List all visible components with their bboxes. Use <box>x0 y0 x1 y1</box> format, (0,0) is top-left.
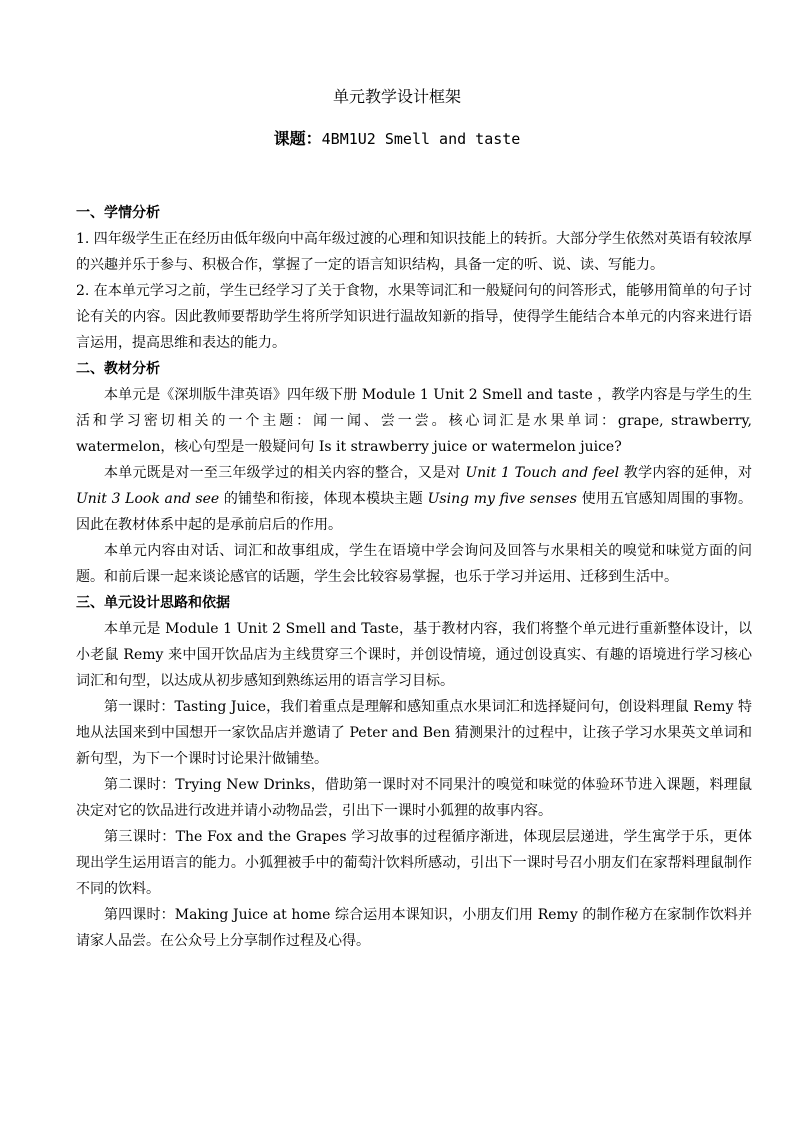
section-1-paragraph-2: 2. 在本单元学习之前，学生已经学习了关于食物，水果等词汇和一般疑问句的问答形式，能够用简单的句子讨论有关的内容。因此教师要帮助学生将所学知识进行温故知新的指导，使得学生能结合本单元的内容来进行语言运用，提高思维和表达的能力。 <box>76 283 752 351</box>
section-3-paragraph-5: 第四课时：Making Juice at home 综合运用本课知识，小朋友们用 Remy 的制作秘方在家制作饮料并请家人品尝。在公众号上分享制作过程及心得。 <box>76 907 752 949</box>
p2-unit1-title: Unit 1 Touch and feel <box>465 465 620 481</box>
section-heading-2: 二、教材分析 <box>76 361 160 377</box>
document-title: 单元教学设计框架 <box>332 87 461 106</box>
p2-text-a: 本单元既是对一至三年级学过的相关内容的整合，又是对 <box>104 465 466 481</box>
section-heading-1: 一、学情分析 <box>76 205 160 221</box>
section-heading-3: 三、单元设计思路和依据 <box>76 595 230 611</box>
section-2-paragraph-3: 本单元内容由对话、词汇和故事组成，学生在语境中学会询问及回答与水果相关的嗅觉和味觉方面的问题。和前后课一起来谈论感官的话题，学生会比较容易掌握，也乐于学习并运用、迁移到生活中。 <box>76 543 752 585</box>
document-body <box>76 200 752 954</box>
p2-text-e: 的铺垫和衔接，体现本模块主题 <box>219 491 428 507</box>
p2-text-c: 教学内容的延伸，对 <box>619 465 752 481</box>
subtitle-topic: 4BM1U2 Smell and taste <box>321 130 521 148</box>
p2-unit3-title: Unit 3 Look and see <box>76 491 220 507</box>
document-subtitle <box>0 128 794 150</box>
p2-module-theme: Using my five senses <box>427 491 577 507</box>
p2-text-g: 使用五官感知周围的事物。因此在教材体系中起的是承前启后的作用。 <box>76 491 752 533</box>
section-3-paragraph-4: 第三课时：The Fox and the Grapes 学习故事的过程循序渐进，体现层层递进，学生寓学于乐，更体现出学生运用语言的能力。小狐狸被手中的葡萄汁饮料所感动，引出下一课时号召小朋友们在家帮料理鼠制作不同的饮料。 <box>76 829 752 897</box>
section-2-paragraph-1: 本单元是《深圳版牛津英语》四年级下册 Module 1 Unit 2 Smell and taste ，教学内容是与学生的生活和学习密切相关的一个主题：闻一闻、尝一尝。核心词汇是水果单词：grape, strawberry, watermelon，核心句型是一般疑问句 Is it strawberry juice or watermelon juice? <box>76 387 752 455</box>
section-2-paragraph-2 <box>76 460 752 538</box>
subtitle-label: 课题： <box>273 129 322 148</box>
section-1-paragraph-1: 1. 四年级学生正在经历由低年级向中高年级过渡的心理和知识技能上的转折。大部分学生依然对英语有较浓厚的兴趣并乐于参与、积极合作，掌握了一定的语言知识结构，具备一定的听、说、读、写能力。 <box>76 231 752 273</box>
section-3-paragraph-2: 第一课时：Tasting Juice，我们着重点是理解和感知重点水果词汇和选择疑问句，创设料理鼠 Remy 特地从法国来到中国想开一家饮品店并邀请了 Peter and Ben 猜测果汁的过程中，让孩子学习水果英文单词和新句型，为下一个课时讨论果汁做铺垫。 <box>76 699 752 767</box>
section-3-paragraph-3: 第二课时：Trying New Drinks，借助第一课时对不同果汁的嗅觉和味觉的体验环节进入课题，料理鼠决定对它的饮品进行改进并请小动物品尝，引出下一课时小狐狸的故事内容。 <box>76 777 752 819</box>
section-3-paragraph-1: 本单元是 Module 1 Unit 2 Smell and Taste，基于教材内容，我们将整个单元进行重新整体设计，以小老鼠 Remy 来中国开饮品店为主线贯穿三个课时，并创设情境，通过创设真实、有趣的语境进行学习核心词汇和句型，以达成从初步感知到熟练运用的语言学习目标。 <box>76 621 752 689</box>
